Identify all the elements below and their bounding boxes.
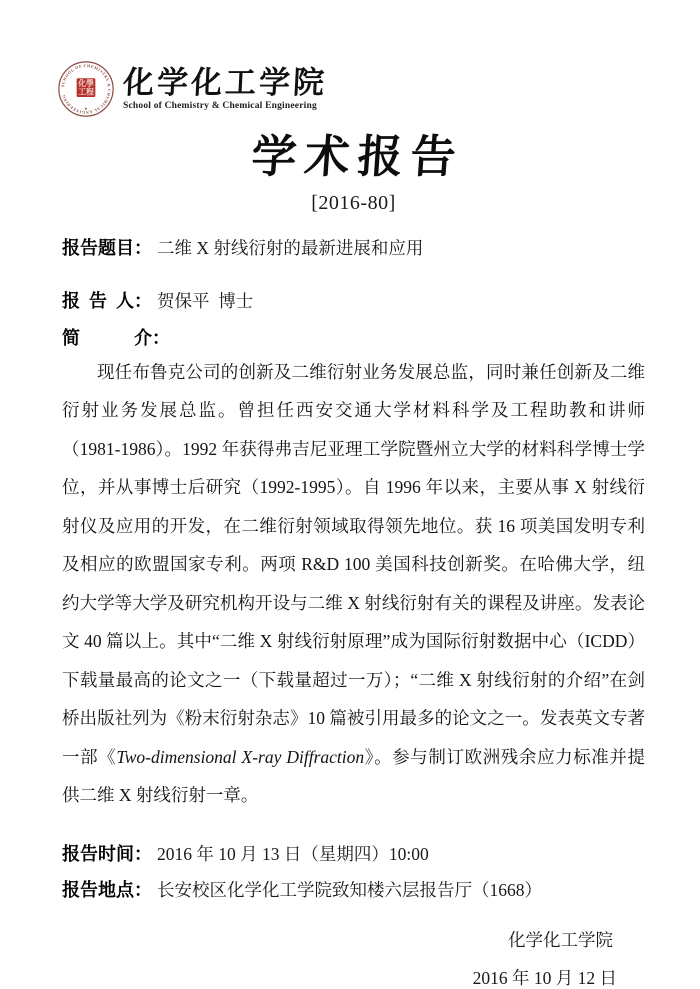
page-title: 学术报告 [249, 132, 466, 182]
report-location-label: 报告地点： [62, 880, 152, 901]
signature-organization: 化学化工学院 [508, 930, 613, 951]
speaker-value: 贺保平 博士 [157, 290, 254, 311]
seal-stamp-line1: 化學 [78, 79, 94, 89]
seal-ring-text: SCHOOL OF CHEMISTRY & CHEMICAL ENGINEERING [60, 62, 113, 116]
seal-bottom-marks: · ★ · [81, 106, 91, 112]
issue-number: [2016-80] [311, 191, 396, 214]
school-name-english: School of Chemistry & Chemical Engineering [123, 101, 317, 111]
signature-block [62, 927, 645, 989]
signature-date: 2016 年 10 月 12 日 [472, 968, 617, 989]
speaker-label: 报 告 人： [62, 290, 152, 311]
intro-caption-line [62, 327, 645, 350]
school-seal-icon [57, 60, 115, 118]
report-time-line [62, 843, 645, 866]
report-topic-line [62, 237, 645, 260]
report-time-value: 2016 年 10 月 13 日（星期四）10:00 [157, 843, 429, 864]
report-location-value: 长安校区化学化工学院致知楼六层报告厅（1668） [157, 880, 542, 901]
bio-text-part3: 》。参与制订欧洲残余应力标准并提供二维 X 射线衍射一章。 [62, 746, 646, 806]
report-location-line [62, 879, 645, 902]
school-name-chinese: 化学化工学院 [122, 65, 328, 100]
letterhead [57, 58, 645, 120]
school-name-block [123, 58, 327, 111]
report-time-label: 报告时间： [62, 843, 152, 864]
seal-stamp-line2: 工程 [78, 87, 94, 97]
report-topic-label: 报告题目： [62, 237, 152, 258]
speaker-line [62, 290, 645, 313]
speaker-bio-paragraph [62, 353, 645, 815]
report-topic-value: 二维 X 射线衍射的最新进展和应用 [157, 237, 424, 258]
intro-label: 简 介： [62, 328, 170, 349]
bio-text-part1: 现任布鲁克公司的创新及二维衍射业务发展总监，同时兼任创新及二维衍射业务发展总监。曾担任西安交通大学材料科学及工程助教和讲师（1981-1986）。1992 年获得弗吉尼亚理工学院暨州立大学的材料科学博士学位，并从事博士后研究（1992-1995）。自 1996 年以来，主要从事 X 射线衍射仪及应用的开发，在二维衍射领域取得领先地位。获 16 项美国发明专利及相应的欧盟国家专利。两项 R&D 100 美国科技创新奖。在哈佛大学，纽约大学等大学及研究机构开设与二维 X 射线衍射有关的课程及讲座。发表论文 40 篇以上。其中“二维 X 射线衍射原理”成为国际衍射数据中心（ICDD）下载量最高的论文之一（下载量超过一万）；“二维 X 射线衍射的介绍”在剑桥出版社列为《粉末衍射杂志》10 篇被引用最多的论文之一。发表英文专著一部《 [62, 361, 645, 767]
bio-book-title-italic: Two-dimensional X-ray Diffraction [116, 746, 365, 767]
